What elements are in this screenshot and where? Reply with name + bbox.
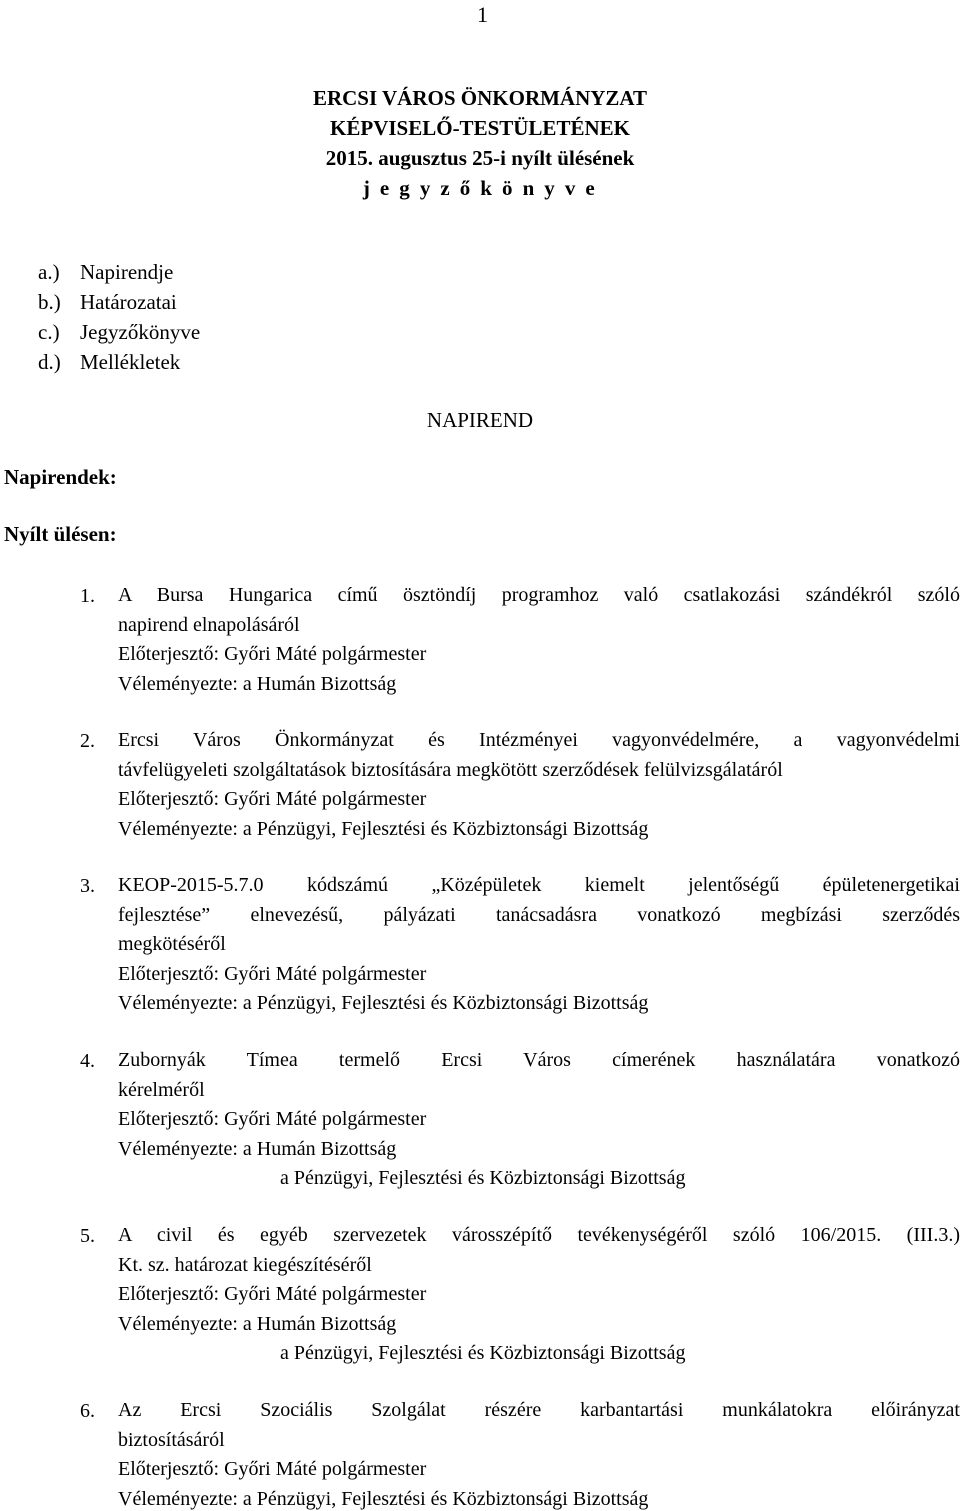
agenda-item-number: 2.	[80, 730, 95, 752]
contents-item-label: d.)	[38, 350, 61, 374]
contents-item-text: Jegyzőkönyve	[80, 320, 201, 344]
agenda-item-reviewer: Véleményezte: a Humán Bizottság	[118, 673, 397, 695]
contents-item	[38, 262, 173, 283]
agenda-item-number: 4.	[80, 1050, 95, 1072]
agenda-item-number: 3.	[80, 875, 95, 897]
contents-item	[38, 352, 180, 373]
agenda-item-title: Kt. sz. határozat kiegészítéséről	[118, 1254, 372, 1276]
agenda-item-presenter: Előterjesztő: Győri Máté polgármester	[118, 1458, 427, 1480]
title-line-1: ERCSI VÁROS ÖNKORMÁNYZAT	[312, 86, 648, 110]
contents-item-label: b.)	[38, 290, 61, 314]
agenda-item-reviewer: Véleményezte: a Pénzügyi, Fejlesztési és Közbiztonsági Bizottság	[118, 1488, 649, 1510]
contents-item-text: Napirendje	[80, 260, 174, 284]
page-number: 1	[477, 2, 488, 27]
napirendek-label: Napirendek:	[4, 465, 117, 489]
agenda-item-number: 6.	[80, 1400, 95, 1422]
agenda-item-title: napirend elnapolásáról	[118, 614, 300, 636]
contents-item-label: c.)	[38, 320, 60, 344]
nyilt-ulesen-label: Nyílt ülésen:	[4, 522, 117, 546]
agenda-item-title: megkötéséről	[118, 933, 226, 955]
agenda-item-reviewer: Véleményezte: a Pénzügyi, Fejlesztési és Közbiztonsági Bizottság	[118, 818, 649, 840]
title-line-2: KÉPVISELŐ-TESTÜLETÉNEK	[330, 116, 630, 140]
agenda-item-title: Az Ercsi Szociális Szolgálat részére karbantartási munkálatokra előirányzat	[118, 1399, 960, 1421]
agenda-item-title: távfelügyeleti szolgáltatások biztosítására megkötött szerződések felülvizsgálatáról	[118, 759, 783, 781]
agenda-item-title: kérelméről	[118, 1079, 205, 1101]
contents-item-label: a.)	[38, 260, 60, 284]
agenda-item-presenter: Előterjesztő: Győri Máté polgármester	[118, 1283, 427, 1305]
agenda-item-title: A civil és egyéb szervezetek városszépítő tevékenységéről szóló 106/2015. (III.3.)	[118, 1224, 960, 1246]
contents-item-text: Határozatai	[80, 290, 177, 314]
napirend-heading: NAPIREND	[426, 408, 534, 432]
agenda-item-title: Zubornyák Tímea termelő Ercsi Város címerének használatára vonatkozó	[118, 1049, 960, 1071]
title-line-4: j e g y z ő k ö n y v e	[362, 176, 598, 200]
agenda-item-reviewer: Véleményezte: a Pénzügyi, Fejlesztési és Közbiztonsági Bizottság	[118, 992, 649, 1014]
agenda-item-title: A Bursa Hungarica című ösztöndíj programhoz való csatlakozási szándékról szóló	[118, 584, 960, 606]
agenda-item-title: Ercsi Város Önkormányzat és Intézményei vagyonvédelmére, a vagyonvédelmi	[118, 729, 960, 751]
agenda-item-presenter: Előterjesztő: Győri Máté polgármester	[118, 1108, 427, 1130]
agenda-item-presenter: Előterjesztő: Győri Máté polgármester	[118, 643, 427, 665]
agenda-item-number: 1.	[80, 585, 95, 607]
contents-item	[38, 322, 200, 343]
title-line-3: 2015. augusztus 25-i nyílt ülésének	[325, 146, 635, 170]
contents-item	[38, 292, 177, 313]
agenda-item-number: 5.	[80, 1225, 95, 1247]
agenda-item-reviewer: a Pénzügyi, Fejlesztési és Közbiztonsági Bizottság	[280, 1342, 686, 1364]
agenda-item-title: fejlesztése” elnevezésű, pályázati tanácsadásra vonatkozó megbízási szerződés	[118, 904, 960, 926]
agenda-item-title: KEOP-2015-5.7.0 kódszámú „Középületek kiemelt jelentőségű épületenergetikai	[118, 874, 960, 896]
contents-item-text: Mellékletek	[80, 350, 181, 374]
agenda-item-presenter: Előterjesztő: Győri Máté polgármester	[118, 788, 427, 810]
agenda-item-reviewer: a Pénzügyi, Fejlesztési és Közbiztonsági Bizottság	[280, 1167, 686, 1189]
agenda-item-reviewer: Véleményezte: a Humán Bizottság	[118, 1313, 397, 1335]
agenda-item-title: biztosításáról	[118, 1429, 225, 1451]
agenda-item-reviewer: Véleményezte: a Humán Bizottság	[118, 1138, 397, 1160]
agenda-item-presenter: Előterjesztő: Győri Máté polgármester	[118, 963, 427, 985]
